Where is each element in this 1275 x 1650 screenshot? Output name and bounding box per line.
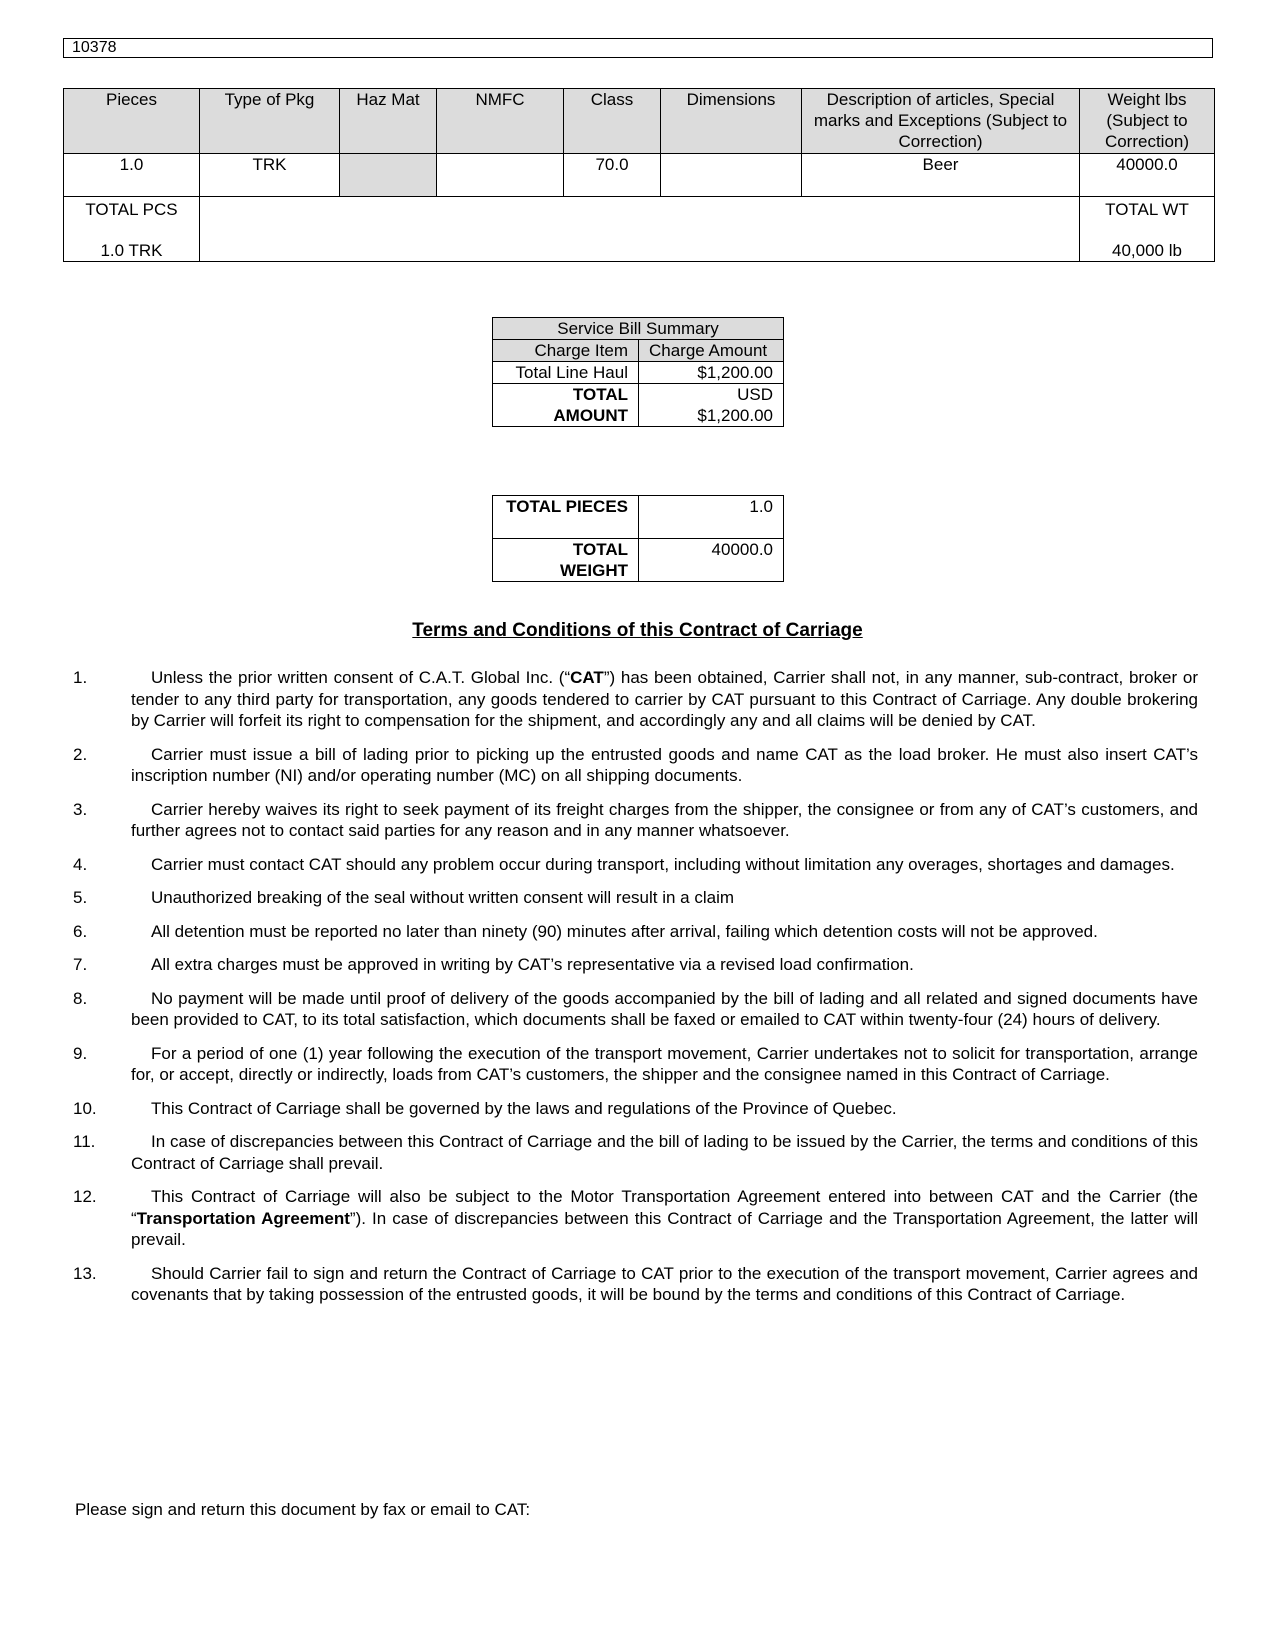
total-pieces-label: TOTAL PIECES [493, 496, 639, 539]
terms-title: Terms and Conditions of this Contract of Carriage [412, 620, 863, 641]
term-text: Carrier must contact CAT should any problem occur during transport, including without limitation any overages, shortages and damages. [151, 854, 1175, 874]
cell-description: Beer [802, 154, 1080, 197]
line-haul-amount: $1,200.00 [639, 362, 784, 384]
sign-instruction: Please sign and return this document by fax or email to CAT: [75, 1500, 531, 1519]
cell-weight: 40000.0 [1080, 154, 1215, 197]
term-text: In case of discrepancies between this Contract of Carriage and the bill of lading to be issued by the Carrier, the terms and conditions of this Contract of Carriage shall prevail. [131, 1132, 1198, 1173]
term-item [73, 1186, 1198, 1251]
term-number: 11. [73, 1132, 96, 1151]
total-amount-currency: USD [737, 385, 774, 404]
total-pcs-value: 1.0 TRK [100, 241, 163, 260]
cell-class: 70.0 [564, 154, 661, 197]
header-description: Description of articles, Special marks and Exceptions (Subject to Correction) [802, 89, 1080, 154]
total-wt-cell [1080, 197, 1215, 262]
term-number: 3. [73, 799, 88, 819]
term-item [73, 799, 1198, 842]
total-pcs-label: TOTAL PCS [85, 200, 178, 219]
term-text: All detention must be reported no later than ninety (90) minutes after arrival, failing which detention costs will not be approved. [151, 921, 1098, 941]
term-item [73, 1263, 1198, 1306]
total-wt-value: 40,000 lb [1112, 241, 1182, 260]
line-haul-label: Total Line Haul [493, 362, 639, 384]
term-text: Carrier must issue a bill of lading prior to picking up the entrusted goods and name CAT as the load broker. He must also insert CAT’s inscription number (NI) and/or operating number (MC) on all shipping documents. [131, 744, 1198, 785]
items-table [63, 88, 1215, 262]
cell-nmfc [437, 154, 564, 197]
term-text: Carrier hereby waives its right to seek payment of its freight charges from the shipper, the consignee or from any of CAT’s customers, and further agrees not to contact said parties for any reason and in any manner whatsoever. [131, 799, 1198, 840]
reference-number: 10378 [63, 38, 1213, 58]
term-text: Unless the prior written consent of C.A.T. Global Inc. (“CAT”) has been obtained, Carrier shall not, in any manner, sub-contract, broker or tender to any third party for transportation, any goods tendered to carrier by CAT pursuant to this Contract of Carriage. Any double brokering by Carrier will forfeit its right to compensation for the shipment, and accordingly any and all claims will be denied by CAT. [131, 668, 1198, 730]
term-text: For a period of one (1) year following the execution of the transport movement, Carrier undertakes not to solicit for transportation, arrange for, or accept, directly or indirectly, loads from CAT’s customers, the shipper and the consignee named in this Contract of Carriage. [131, 1043, 1198, 1084]
total-pieces-value: 1.0 [639, 496, 784, 539]
items-header-row [64, 89, 1215, 154]
term-item [73, 954, 1198, 976]
total-wt-label: TOTAL WT [1105, 200, 1189, 219]
term-item [73, 1131, 1198, 1174]
term-number: 12. [73, 1187, 97, 1206]
term-number: 13. [73, 1263, 97, 1283]
charge-amount-header: Charge Amount [639, 340, 784, 362]
cell-pieces: 1.0 [64, 154, 200, 197]
cell-haz-mat [340, 154, 437, 197]
term-item [73, 1043, 1198, 1086]
service-bill-summary [492, 317, 784, 427]
term-item [73, 921, 1198, 943]
term-text: Should Carrier fail to sign and return the Contract of Carriage to CAT prior to the execution of the transport movement, Carrier agrees and covenants that by taking possession of the entrusted goods, it will be bound by the terms and conditions of this Contract of Carriage. [131, 1263, 1198, 1304]
term-number: 8. [73, 988, 88, 1008]
term-number: 1. [73, 668, 88, 687]
total-amount-cell [639, 384, 784, 427]
header-haz-mat: Haz Mat [340, 89, 437, 154]
term-number: 7. [73, 955, 88, 974]
term-item [73, 854, 1198, 876]
term-number: 2. [73, 744, 88, 764]
term-item [73, 1098, 1198, 1120]
total-pcs-cell [64, 197, 200, 262]
total-amount-value: $1,200.00 [697, 406, 774, 425]
total-weight-value: 40000.0 [639, 539, 784, 582]
cell-type-of-pkg: TRK [200, 154, 340, 197]
term-number: 6. [73, 921, 88, 941]
totals-row [64, 197, 1215, 262]
totals-summary [492, 495, 784, 582]
header-dimensions: Dimensions [661, 89, 802, 154]
header-class: Class [564, 89, 661, 154]
term-number: 9. [73, 1043, 88, 1063]
header-weight: Weight lbs (Subject to Correction) [1080, 89, 1215, 154]
charge-item-header: Charge Item [493, 340, 639, 362]
term-text: All extra charges must be approved in writing by CAT’s representative via a revised load confirmation. [151, 955, 914, 974]
table-row [64, 154, 1215, 197]
service-bill-title: Service Bill Summary [493, 318, 784, 340]
total-amount-label: TOTAL AMOUNT [493, 384, 639, 427]
header-pieces: Pieces [64, 89, 200, 154]
term-item [73, 988, 1198, 1031]
header-type-of-pkg: Type of Pkg [200, 89, 340, 154]
term-item [73, 667, 1198, 732]
term-number: 4. [73, 854, 88, 874]
header-nmfc: NMFC [437, 89, 564, 154]
total-weight-label: TOTAL WEIGHT [493, 539, 639, 582]
term-text: No payment will be made until proof of delivery of the goods accompanied by the bill of lading and all related and signed documents have been provided to CAT, to its total satisfaction, which documents shall be faxed or emailed to CAT within twenty-four (24) hours of delivery. [131, 988, 1198, 1029]
totals-spacer [200, 197, 1080, 262]
term-number: 10. [73, 1098, 97, 1118]
term-text: This Contract of Carriage will also be subject to the Motor Transportation Agreement entered into between CAT and the Carrier (the “Transportation Agreement”). In case of discrepancies between this Contract of Carriage and the Transportation Agreement, the latter will prevail. [131, 1187, 1198, 1249]
cell-dimensions [661, 154, 802, 197]
term-item [73, 887, 1198, 909]
term-item [73, 744, 1198, 787]
term-text: This Contract of Carriage shall be governed by the laws and regulations of the Province of Quebec. [151, 1098, 897, 1118]
terms-list [73, 667, 1198, 1318]
term-number: 5. [73, 888, 88, 907]
term-text: Unauthorized breaking of the seal without written consent will result in a claim [151, 888, 735, 907]
